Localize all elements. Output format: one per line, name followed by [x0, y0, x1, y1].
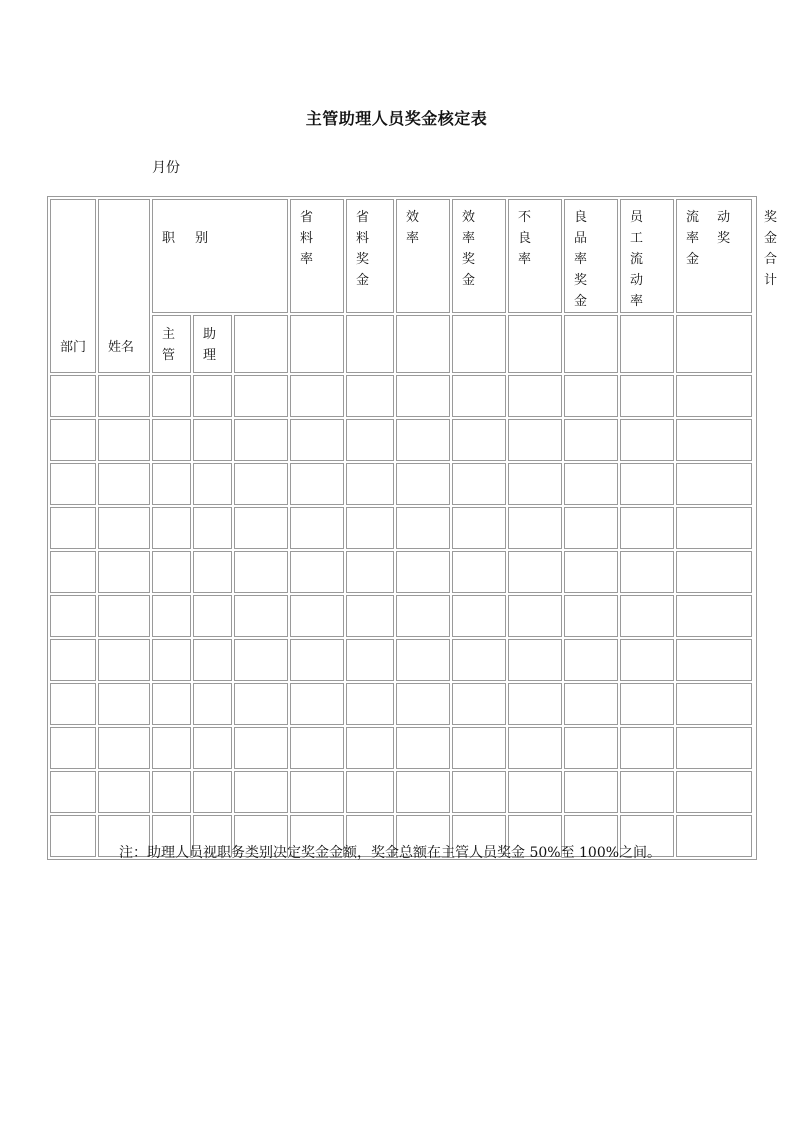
table-row — [50, 507, 754, 549]
table-cell[interactable] — [50, 595, 96, 637]
table-cell[interactable] — [346, 683, 394, 725]
table-cell[interactable] — [98, 727, 150, 769]
table-cell[interactable] — [98, 375, 150, 417]
table-cell[interactable] — [676, 639, 752, 681]
table-cell[interactable] — [508, 375, 562, 417]
table-cell[interactable] — [234, 639, 288, 681]
header-metric-label: 省 料 奖金 — [356, 210, 377, 288]
table-cell[interactable] — [290, 683, 344, 725]
table-cell[interactable] — [396, 595, 450, 637]
table-cell[interactable] — [396, 771, 450, 813]
table-cell[interactable] — [452, 419, 506, 461]
role-label: 主 管 — [162, 327, 176, 363]
table-subheader-row — [50, 315, 754, 373]
header-metric-label: 员 工 流 动 率 — [630, 210, 651, 309]
table-body — [50, 375, 754, 857]
table-cell[interactable] — [234, 507, 288, 549]
table-cell[interactable] — [152, 551, 191, 593]
table-cell[interactable] — [50, 771, 96, 813]
table-row — [50, 639, 754, 681]
table-cell[interactable] — [676, 315, 752, 373]
header-job — [152, 199, 288, 313]
table-cell[interactable] — [508, 551, 562, 593]
table-cell[interactable] — [452, 315, 506, 373]
header-metric-label: 效 率 奖金 — [462, 210, 483, 288]
table-cell[interactable] — [290, 595, 344, 637]
table-cell[interactable] — [50, 419, 96, 461]
table-cell[interactable] — [396, 375, 450, 417]
table-cell[interactable] — [193, 419, 232, 461]
table-cell[interactable] — [290, 551, 344, 593]
table-cell[interactable] — [452, 639, 506, 681]
table-cell[interactable] — [452, 375, 506, 417]
header-metric-label: 省 料 率 — [300, 210, 321, 267]
table-cell[interactable] — [193, 463, 232, 505]
header-metric-label: 效 率 — [406, 210, 427, 246]
table-cell[interactable] — [50, 375, 96, 417]
table-cell[interactable] — [50, 815, 96, 857]
table-cell[interactable] — [508, 463, 562, 505]
header-metric — [620, 199, 674, 313]
table-cell[interactable] — [50, 639, 96, 681]
table-cell[interactable] — [193, 683, 232, 725]
table-cell[interactable] — [234, 419, 288, 461]
table-cell[interactable] — [508, 315, 562, 373]
table-cell[interactable] — [98, 595, 150, 637]
table-cell[interactable] — [98, 771, 150, 813]
table-cell[interactable] — [676, 595, 752, 637]
table-cell[interactable] — [193, 639, 232, 681]
table-row — [50, 683, 754, 725]
table-cell[interactable] — [346, 551, 394, 593]
table-cell[interactable] — [620, 771, 674, 813]
table-cell[interactable] — [346, 771, 394, 813]
table-cell[interactable] — [152, 683, 191, 725]
table-cell[interactable] — [346, 463, 394, 505]
table-cell[interactable] — [564, 507, 618, 549]
table-cell[interactable] — [676, 683, 752, 725]
table-cell[interactable] — [620, 727, 674, 769]
table-cell[interactable] — [50, 507, 96, 549]
header-metric — [396, 199, 450, 313]
header-name-label: 姓名 — [108, 340, 135, 355]
table-cell[interactable] — [290, 315, 344, 373]
table-cell[interactable] — [193, 595, 232, 637]
table-cell[interactable] — [98, 683, 150, 725]
table-cell[interactable] — [396, 419, 450, 461]
table-cell[interactable] — [508, 727, 562, 769]
footnote: 注：助理人员视职务类别决定奖金金额，奖金总额在主管人员奖金 50%至 100%之间。 — [119, 845, 662, 861]
table-cell[interactable] — [508, 683, 562, 725]
table-cell[interactable] — [290, 463, 344, 505]
table-cell[interactable] — [152, 419, 191, 461]
table-cell[interactable] — [50, 727, 96, 769]
table-cell[interactable] — [508, 595, 562, 637]
table-cell[interactable] — [193, 771, 232, 813]
table-cell[interactable] — [234, 463, 288, 505]
table-row — [50, 771, 754, 813]
table-cell[interactable] — [508, 507, 562, 549]
table-cell[interactable] — [152, 771, 191, 813]
table-cell[interactable] — [396, 551, 450, 593]
table-cell[interactable] — [234, 551, 288, 593]
header-metric — [346, 199, 394, 313]
table-row — [50, 727, 754, 769]
table-cell[interactable] — [234, 315, 288, 373]
header-metric-label: 不 良 率 — [518, 210, 539, 267]
table-cell[interactable] — [290, 639, 344, 681]
role-cell — [193, 315, 232, 373]
table-cell[interactable] — [290, 419, 344, 461]
table-cell[interactable] — [98, 551, 150, 593]
table-row — [50, 463, 754, 505]
table-cell[interactable] — [152, 639, 191, 681]
table-cell[interactable] — [452, 595, 506, 637]
table-cell[interactable] — [508, 639, 562, 681]
table-cell[interactable] — [452, 727, 506, 769]
table-cell[interactable] — [620, 315, 674, 373]
table-cell[interactable] — [346, 375, 394, 417]
table-cell[interactable] — [620, 683, 674, 725]
table-row — [50, 375, 754, 417]
table-cell[interactable] — [564, 551, 618, 593]
table-cell[interactable] — [98, 507, 150, 549]
table-cell[interactable] — [152, 595, 191, 637]
table-cell[interactable] — [396, 639, 450, 681]
header-metric-label: 奖金 合计 — [764, 210, 778, 288]
table-cell[interactable] — [564, 639, 618, 681]
table-row — [50, 595, 754, 637]
table-cell[interactable] — [396, 727, 450, 769]
table-cell[interactable] — [346, 639, 394, 681]
header-metric-label: 良 品 率 奖 金 — [574, 210, 595, 309]
header-dept-label: 部门 — [60, 340, 87, 355]
table-cell[interactable] — [193, 507, 232, 549]
header-job-label: 职 别 — [162, 231, 217, 246]
table-cell[interactable] — [152, 507, 191, 549]
header-metric — [508, 199, 562, 313]
table-cell[interactable] — [290, 507, 344, 549]
table-cell[interactable] — [193, 551, 232, 593]
table-cell[interactable] — [564, 315, 618, 373]
table-row — [50, 551, 754, 593]
header-metric-label: 流 动 率 奖 金 — [686, 210, 738, 267]
table-cell[interactable] — [152, 463, 191, 505]
table-cell[interactable] — [98, 419, 150, 461]
header-name — [98, 199, 150, 373]
table-header-row — [50, 199, 754, 313]
table-cell[interactable] — [346, 507, 394, 549]
table-row — [50, 419, 754, 461]
table-cell[interactable] — [676, 375, 752, 417]
table-cell[interactable] — [50, 551, 96, 593]
table-cell[interactable] — [620, 419, 674, 461]
table-cell[interactable] — [234, 595, 288, 637]
table-cell[interactable] — [564, 375, 618, 417]
table-cell[interactable] — [452, 551, 506, 593]
table-cell[interactable] — [620, 595, 674, 637]
table-cell[interactable] — [452, 683, 506, 725]
month-label: 月份 — [152, 160, 180, 176]
table-cell[interactable] — [676, 507, 752, 549]
table-cell[interactable] — [564, 771, 618, 813]
table-cell[interactable] — [620, 375, 674, 417]
table-cell[interactable] — [676, 815, 752, 857]
table-cell[interactable] — [346, 595, 394, 637]
table-cell[interactable] — [193, 375, 232, 417]
table-cell[interactable] — [152, 727, 191, 769]
bonus-table — [47, 196, 778, 860]
table-cell[interactable] — [98, 463, 150, 505]
table-cell[interactable] — [396, 463, 450, 505]
table-cell[interactable] — [50, 463, 96, 505]
table-cell[interactable] — [452, 771, 506, 813]
table-cell[interactable] — [676, 419, 752, 461]
table-cell[interactable] — [564, 727, 618, 769]
table-cell[interactable] — [564, 683, 618, 725]
table-cell[interactable] — [234, 727, 288, 769]
page-title: 主管助理人员奖金核定表 — [305, 109, 488, 128]
table-cell[interactable] — [676, 727, 752, 769]
table-cell[interactable] — [396, 315, 450, 373]
table-cell[interactable] — [346, 419, 394, 461]
role-cell — [152, 315, 191, 373]
table-cell[interactable] — [620, 551, 674, 593]
table-cell[interactable] — [564, 419, 618, 461]
table-cell[interactable] — [290, 727, 344, 769]
table-cell[interactable] — [676, 463, 752, 505]
table-cell[interactable] — [152, 375, 191, 417]
table-cell[interactable] — [234, 771, 288, 813]
table-cell[interactable] — [564, 595, 618, 637]
table-cell[interactable] — [50, 683, 96, 725]
table-cell[interactable] — [290, 771, 344, 813]
table-cell[interactable] — [396, 507, 450, 549]
table-cell[interactable] — [452, 463, 506, 505]
header-metric — [676, 199, 752, 313]
header-metric — [452, 199, 506, 313]
table-cell[interactable] — [234, 683, 288, 725]
table-cell[interactable] — [620, 463, 674, 505]
table-cell[interactable] — [620, 507, 674, 549]
table-cell[interactable] — [234, 375, 288, 417]
header-dept — [50, 199, 96, 373]
table-cell[interactable] — [508, 419, 562, 461]
role-label: 助 理 — [203, 327, 217, 363]
table-cell[interactable] — [193, 727, 232, 769]
table-cell[interactable] — [396, 683, 450, 725]
table-cell[interactable] — [564, 463, 618, 505]
table-cell[interactable] — [346, 315, 394, 373]
table-cell[interactable] — [620, 639, 674, 681]
table-cell[interactable] — [676, 771, 752, 813]
table-cell[interactable] — [290, 375, 344, 417]
table-cell[interactable] — [346, 727, 394, 769]
table-cell[interactable] — [452, 507, 506, 549]
header-metric — [564, 199, 618, 313]
table-cell[interactable] — [98, 639, 150, 681]
header-metric — [290, 199, 344, 313]
table-cell[interactable] — [508, 771, 562, 813]
table-cell[interactable] — [676, 551, 752, 593]
